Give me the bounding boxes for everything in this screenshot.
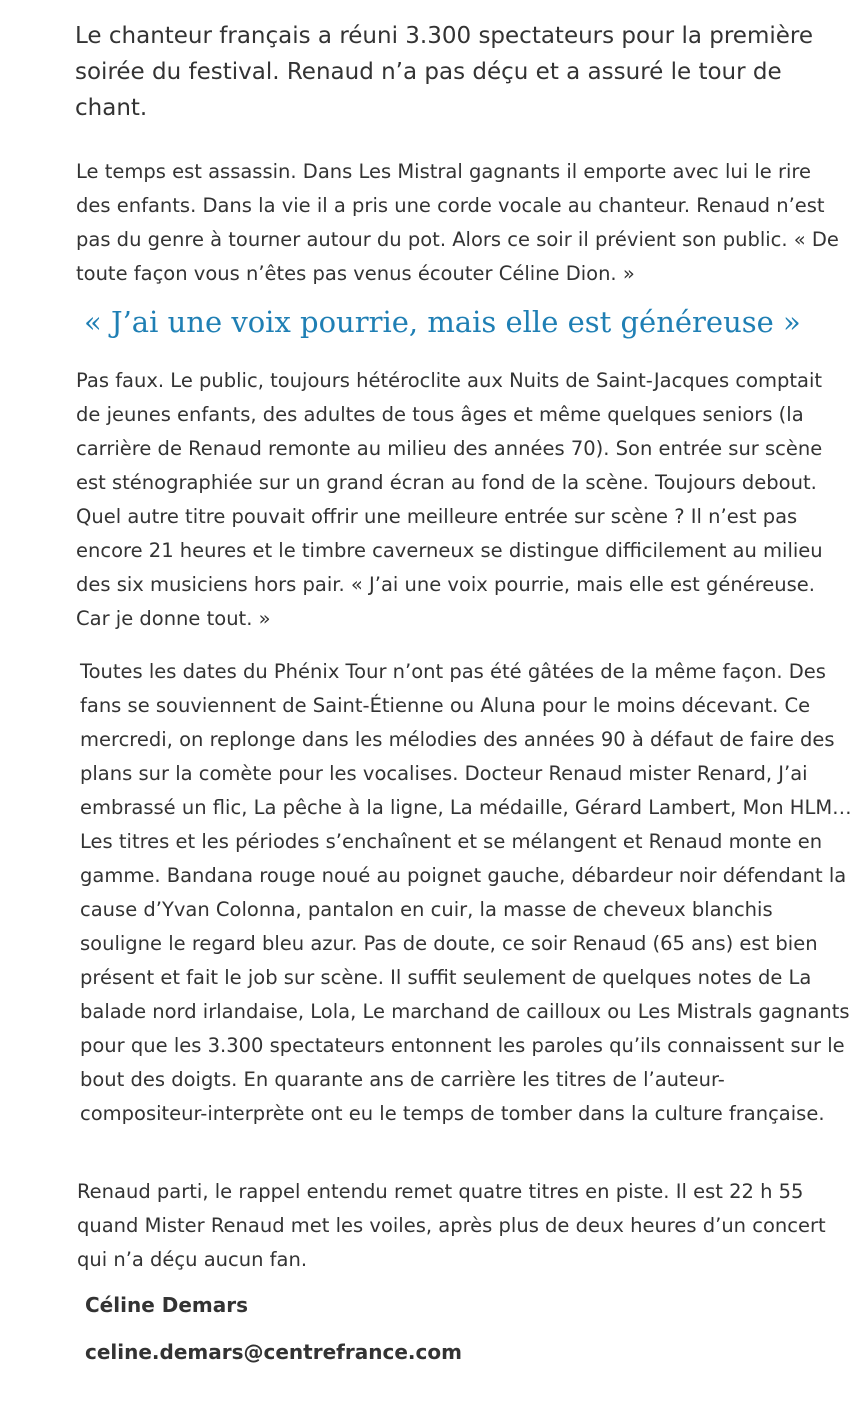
author-email-link[interactable]: celine.demars@centrefrance.com	[85, 1340, 462, 1364]
article-paragraph-1: Le temps est assassin. Dans Les Mistral gagnants il emporte avec lui le rire des enfants. Dans la vie il a pris une corde vocale au chanteur. Renaud n’est pas du genre à tourner autour du pot. Alors ce soir il prévient son public. « De toute façon vous n’êtes pas venus écouter Céline Dion. »	[76, 160, 839, 285]
article-paragraph-3: Toutes les dates du Phénix Tour n’ont pas été gâtées de la même façon. Des fans se souviennent de Saint-Étienne ou Aluna pour le moins décevant. Ce mercredi, on replonge dans les mélodies des années 90 à défaut de faire des plans sur la comète pour les vocalises. Docteur Renaud mister Renard, J’ai embrassé un flic, La pêche à la ligne, La médaille, Gérard Lambert, Mon HLM… Les titres et les périodes s’enchaînent et se mélangent et Renaud monte en gamme. Bandana rouge noué au poignet gauche, débardeur noir défendant la cause d’Yvan Colonna, pantalon en cuir, la masse de cheveux blanchis souligne le regard bleu azur. Pas de doute, ce soir Renaud (65 ans) est bien présent et fait le job sur scène. Il suffit seulement de quelques notes de La balade nord irlandaise, Lola, Le marchand de cailloux ou Les Mistrals gagnants pour que les 3.300 spectateurs entonnent les paroles qu’ils connaissent sur le bout des doigts. En quarante ans de carrière les titres de l’auteur-compositeur-interprète ont eu le temps de tomber dans la culture française.	[80, 660, 852, 1125]
article-paragraph-4: Renaud parti, le rappel entendu remet quatre titres en piste. Il est 22 h 55 quand Mister Renaud met les voiles, après plus de deux heures d’un concert qui n’a déçu aucun fan.	[77, 1180, 826, 1271]
author-name: Céline Demars	[85, 1293, 248, 1317]
article-paragraph-2: Pas faux. Le public, toujours hétéroclite aux Nuits de Saint-Jacques comptait de jeunes enfants, des adultes de tous âges et même quelques seniors (la carrière de Renaud remonte au milieu des années 70). Son entrée sur scène est sténographiée sur un grand écran au fond de la scène. Toujours debout. Quel autre titre pouvait offrir une meilleure entrée sur scène ? Il n’est pas encore 21 heures et le timbre caverneux se distingue difficilement au milieu des six musiciens hors pair. « J’ai une voix pourrie, mais elle est généreuse. Car je donne tout. »	[76, 369, 823, 630]
pull-quote-heading: « J’ai une voix pourrie, mais elle est généreuse »	[84, 305, 801, 339]
article-lead: Le chanteur français a réuni 3.300 spectateurs pour la première soirée du festival. Renaud n’a pas déçu et a assuré le tour de chant.	[75, 23, 813, 121]
